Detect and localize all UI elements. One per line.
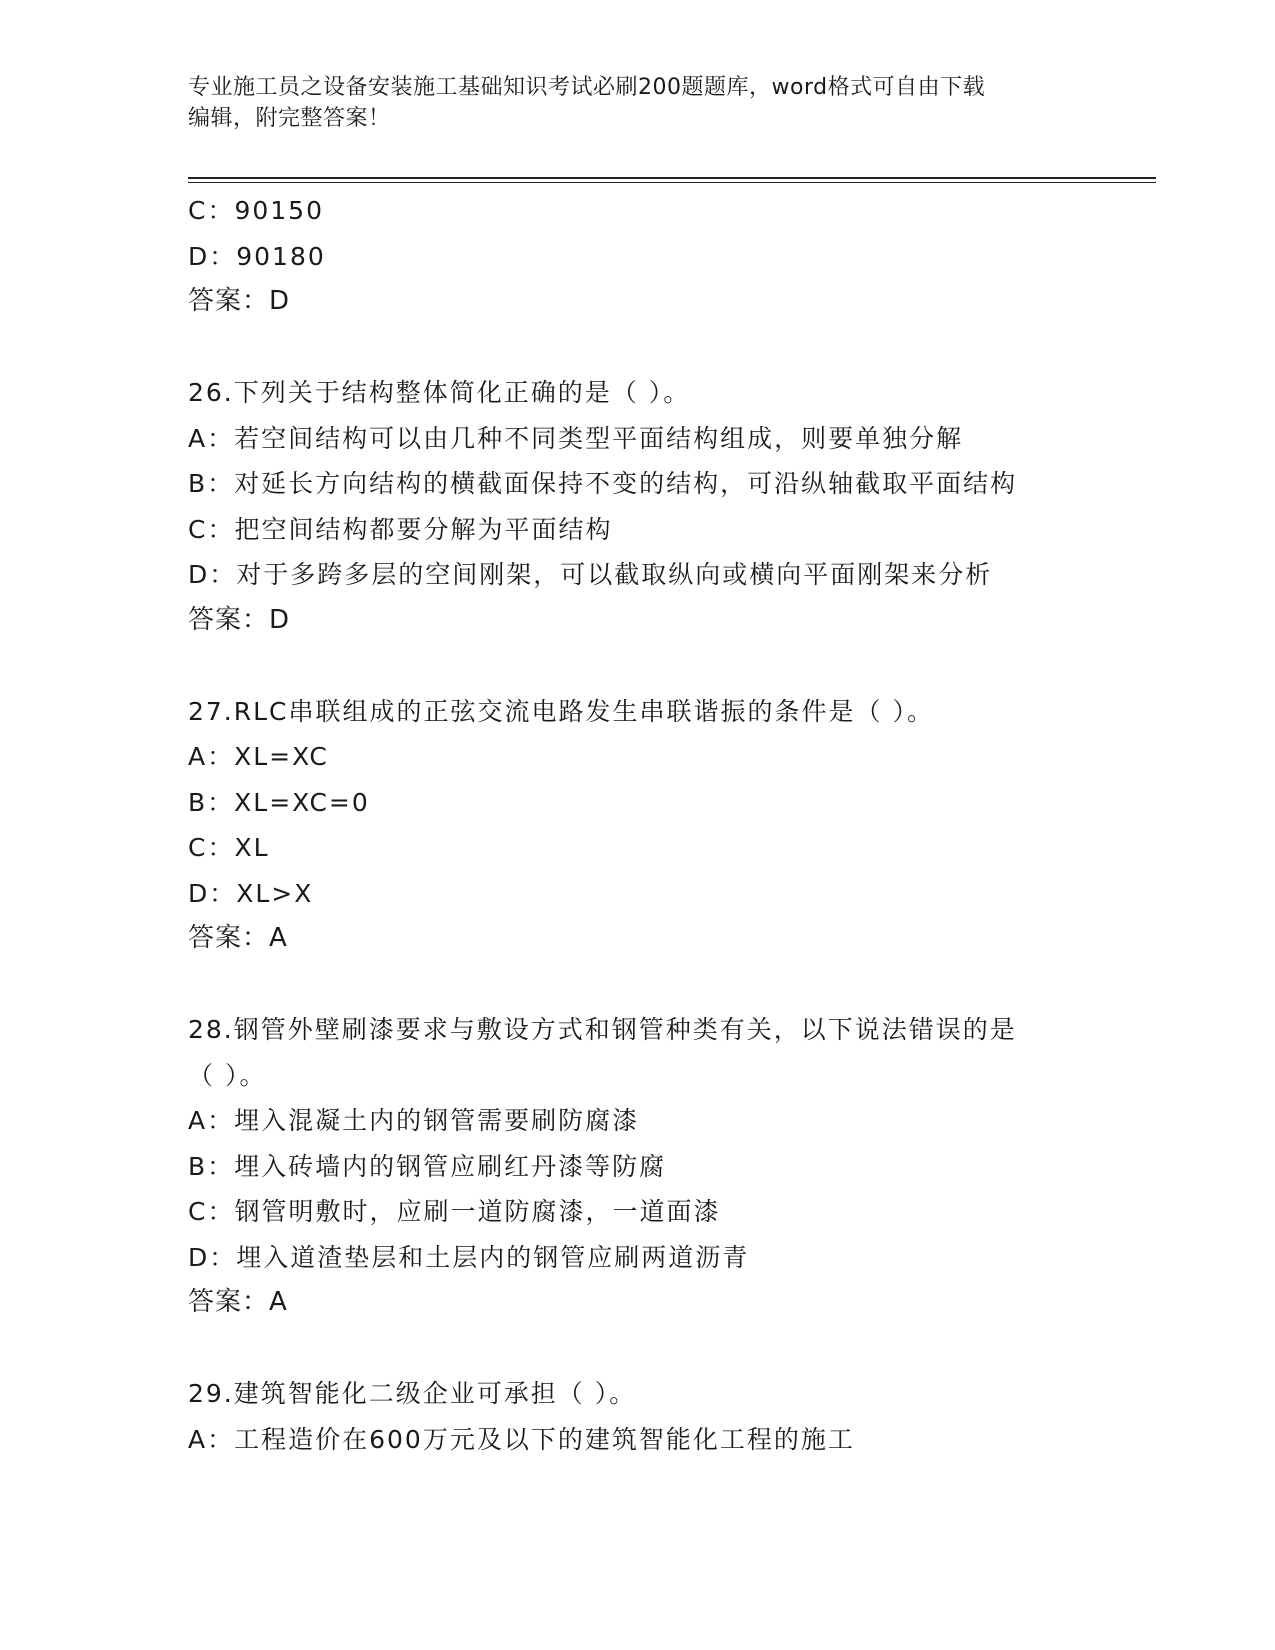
q26-option-a: A：若空间结构可以由几种不同类型平面结构组成，则要单独分解 [188,423,964,453]
q29-stem: 29.建筑智能化二级企业可承担（ ）。 [188,1379,637,1408]
q27-option-d: D：XL>X [188,878,314,908]
spacer [188,643,1148,689]
q28-stem-line-1: 28.钢管外壁刷漆要求与敷设方式和钢管种类有关，以下说法错误的是 [188,1015,1017,1044]
header-title-line-1: 专业施工员之设备安装施工基础知识考试必刷200题题库，word格式可自由下载 [188,75,986,100]
header-divider-thick [188,177,1156,179]
q26-answer: 答案：D [188,604,291,635]
q26-option-b: B：对延长方向结构的横截面保持不变的结构，可沿纵轴截取平面结构 [188,469,1018,498]
q26-option-d: D：对于多跨多层的空间刚架，可以截取纵向或横向平面刚架来分析 [188,560,993,589]
prev-option-c: C：90150 [188,196,324,225]
header-title-line-2: 编辑，附完整答案！ [188,106,391,131]
header-divider-thin [188,182,1156,183]
q28-stem-line-2: （ ）。 [188,1060,267,1090]
q28-option-a: A：埋入混凝土内的钢管需要刷防腐漆 [188,1106,640,1135]
q29-option-a: A：工程造价在600万元及以下的建筑智能化工程的施工 [188,1424,855,1454]
q26-option-c: C：把空间结构都要分解为平面结构 [188,514,613,544]
document-header [188,72,1088,134]
prev-option-d: D：90180 [188,241,326,271]
q26-stem: 26.下列关于结构整体简化正确的是（ ）。 [188,378,691,407]
q27-option-b: B：XL=XC=0 [188,787,370,817]
q27-stem: 27.RLC串联组成的正弦交流电路发生串联谐振的条件是（ ）。 [188,696,934,726]
q27-answer: 答案：A [188,923,288,953]
question-list [188,188,1148,1462]
q27-option-a: A：XL=XC [188,742,329,771]
q28-option-d: D：埋入道渣垫层和土层内的钢管应刷两道沥青 [188,1242,750,1272]
q28-option-c: C：钢管明敷时，应刷一道防腐漆，一道面漆 [188,1197,721,1226]
spacer [188,962,1148,1008]
spacer [188,325,1148,371]
q28-answer: 答案：A [188,1287,288,1317]
spacer [188,1326,1148,1372]
prev-answer: 答案：D [188,286,291,316]
q27-option-c: C：XL [188,833,270,862]
q28-option-b: B：埋入砖墙内的钢管应刷红丹漆等防腐 [188,1151,667,1181]
